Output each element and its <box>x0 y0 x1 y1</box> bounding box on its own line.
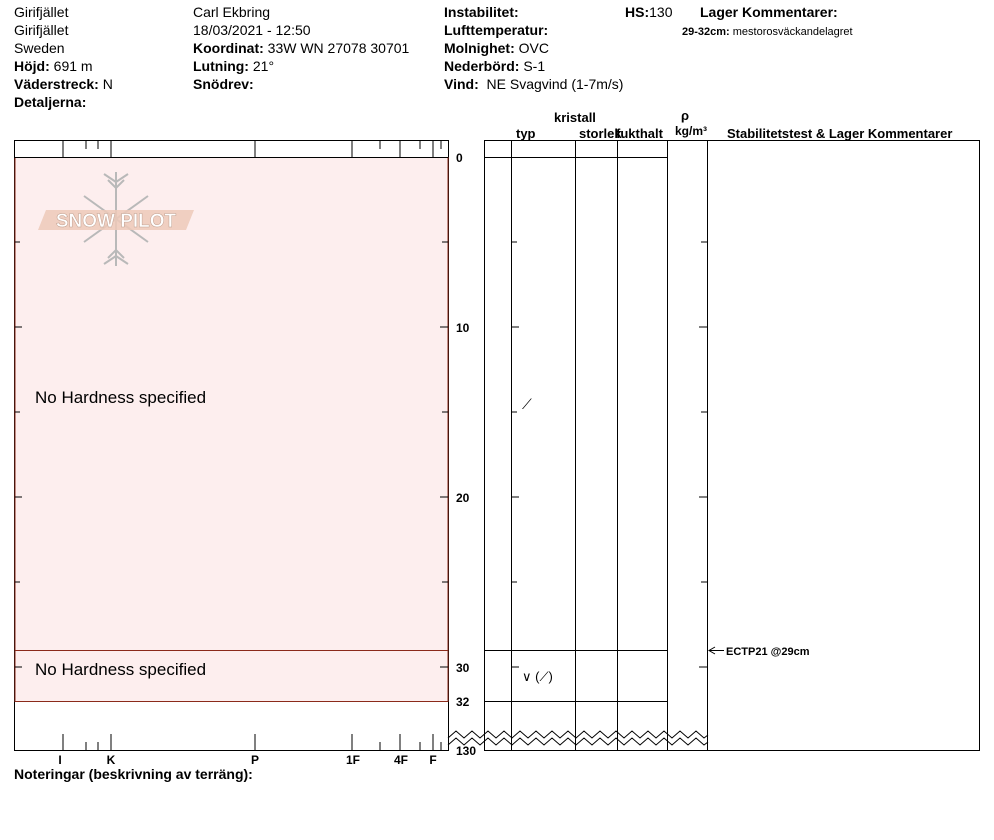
location-region: Girifjället <box>14 22 69 38</box>
depth-label-0: 0 <box>456 151 463 165</box>
aspect-value: N <box>102 76 113 92</box>
layer-table <box>484 140 980 751</box>
hardness-ticks-top <box>63 141 441 157</box>
stability-test-marker <box>709 647 724 654</box>
hardness-label-K: K <box>106 753 116 767</box>
observer-name: Carl Ekbring <box>193 4 271 20</box>
depth-label-20: 20 <box>456 491 470 505</box>
col-crystal-header: kristall <box>554 110 596 125</box>
notes-label: Noteringar (beskrivning av terräng): <box>14 766 253 782</box>
table-depth-ticks <box>511 242 707 667</box>
col-moisture-header: fukthalt <box>616 126 663 141</box>
layer-2-hardness-text: No Hardness specified <box>35 660 207 679</box>
location-name: Girifjället <box>14 4 69 20</box>
elevation-label: Höjd: <box>14 58 50 74</box>
stability-test-label: ECTP21 @29cm <box>726 646 810 658</box>
hardness-label-I: I <box>58 753 62 767</box>
observation-datetime: 18/03/2021 - 12:50 <box>193 22 311 38</box>
depth-label-30: 30 <box>456 661 470 675</box>
sky-value: OVC <box>518 40 549 56</box>
wind-label: Vind: <box>444 76 479 92</box>
col-density-unit: kg/m³ <box>675 124 708 138</box>
layer-comment-range: 29-32cm: <box>682 26 730 38</box>
depth-label-32: 32 <box>456 695 470 709</box>
hs-value: 130 <box>649 4 673 20</box>
slope-label: Lutning: <box>193 58 249 74</box>
col-type-header: typ <box>516 126 536 141</box>
location-country: Sweden <box>14 40 65 56</box>
col-size-header: storlek <box>579 126 622 141</box>
hardness-label-F: F <box>429 753 437 767</box>
layer-1-grain-symbol: ⟋ <box>522 396 532 412</box>
depth-axis <box>456 151 476 758</box>
elevation-value: 691 m <box>53 58 93 74</box>
layer-1-hardness-text: No Hardness specified <box>35 388 207 407</box>
hardness-label-1F: 1F <box>345 753 361 767</box>
layer-comment-text: mestorosväckandelagret <box>732 26 853 38</box>
instability-label: Instabilitet: <box>444 4 519 20</box>
details-label: Detaljerna: <box>14 94 87 110</box>
watermark-text: SNOW PILOT <box>55 211 177 232</box>
depth-label-130: 130 <box>456 744 477 758</box>
sky-label: Molnighet: <box>444 40 515 56</box>
aspect-label: Väderstreck: <box>14 76 99 92</box>
depth-break-zigzag <box>448 731 708 745</box>
hs-label: HS: <box>625 4 650 20</box>
layer-comments-label: Lager Kommentarer: <box>700 4 838 20</box>
slope-value: 21° <box>252 58 275 74</box>
depth-label-10: 10 <box>456 321 470 335</box>
coordinate-label: Koordinat: <box>193 40 264 56</box>
drift-label: Snödrev: <box>193 76 254 92</box>
precip-label: Nederbörd: <box>444 58 520 74</box>
hardness-axis <box>58 753 436 767</box>
coordinate-value: 33W WN 27078 30701 <box>267 40 410 56</box>
hardness-label-4F: 4F <box>393 753 409 767</box>
layer-2-grain-symbol: ∨ (⟋) <box>522 669 553 684</box>
precip-value: S-1 <box>523 58 546 74</box>
col-stability-header: Stabilitetstest & Lager Kommentarer <box>727 126 953 141</box>
hardness-ticks-bottom <box>63 734 441 751</box>
wind-value: NE Svagvind (1-7m/s) <box>486 76 624 92</box>
air-temp-label: Lufttemperatur: <box>444 22 549 38</box>
col-rho-header: ρ <box>681 108 690 123</box>
hardness-label-P: P <box>250 753 260 767</box>
